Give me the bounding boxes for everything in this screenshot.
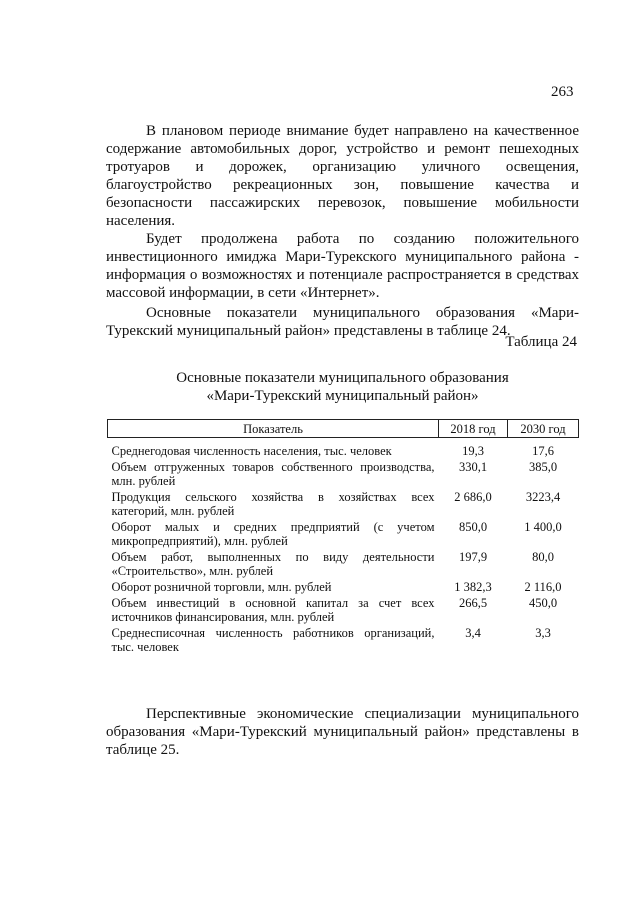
header-2030: 2030 год <box>508 420 579 438</box>
paragraph-transport: В плановом периоде внимание будет направлено на качественное содержание автомобильных дорог, устройство и ремонт пешеходных тротуаров и дорожек, организацию уличного освещения, благоустройство рекреационных зон, повышение качества и безопасности пассажирских перевозок, повышение мобильности населения. <box>106 123 579 229</box>
page-number: 263 <box>551 84 574 100</box>
table-header-row <box>108 420 579 438</box>
row-indicator: Объем работ, выполненных по виду деятельности «Строительство», млн. рублей <box>111 550 435 578</box>
row-indicator: Продукция сельского хозяйства в хозяйствах всех категорий, млн. рублей <box>111 490 435 518</box>
table-row <box>108 438 579 461</box>
table-row <box>108 460 579 490</box>
table-label: Таблица 24 <box>505 334 577 350</box>
row-value-2030: 1 400,0 <box>524 520 562 534</box>
row-indicator: Оборот розничной торговли, млн. рублей <box>111 580 332 594</box>
table-row <box>108 550 579 580</box>
row-value-2018: 19,3 <box>462 444 484 458</box>
header-indicator: Показатель <box>108 420 439 438</box>
row-value-2030: 17,6 <box>532 444 554 458</box>
row-value-2018: 3,4 <box>465 626 481 640</box>
row-value-2018: 330,1 <box>458 460 488 474</box>
row-indicator: Среднесписочная численность работников организаций, тыс. человек <box>111 626 435 654</box>
row-value-2030: 80,0 <box>532 550 554 564</box>
table-title-line-1: Основные показатели муниципального образования <box>176 370 509 386</box>
row-value-2018: 2 686,0 <box>454 490 492 504</box>
row-value-2030: 3,3 <box>535 626 551 640</box>
table-title <box>106 369 579 405</box>
row-indicator: Оборот малых и средних предприятий (с учетом микропредприятий), млн. рублей <box>111 520 435 548</box>
row-value-2030: 3223,4 <box>525 490 561 504</box>
paragraph-table-reference: Основные показатели муниципального образования «Мари-Турекский муниципальный район» представлены в таблице 24. <box>106 305 579 339</box>
table-row <box>108 520 579 550</box>
row-value-2018: 266,5 <box>458 596 488 610</box>
table-row <box>108 596 579 626</box>
row-indicator: Среднегодовая численность населения, тыс. человек <box>111 444 392 458</box>
row-indicator: Объем инвестиций в основной капитал за счет всех источников финансирования, млн. рублей <box>111 596 435 624</box>
row-value-2030: 450,0 <box>528 596 558 610</box>
paragraph-investment-image: Будет продолжена работа по созданию положительного инвестиционного имиджа Мари-Турекского муниципального района - информация о возможностях и потенциале распространяется в средствах массовой информации, в сети «Интернет». <box>106 231 579 301</box>
header-2018: 2018 год <box>439 420 508 438</box>
row-value-2018: 850,0 <box>458 520 488 534</box>
table-row <box>108 580 579 596</box>
indicators-table <box>107 419 579 656</box>
row-value-2030: 2 116,0 <box>524 580 562 594</box>
row-value-2018: 197,9 <box>458 550 488 564</box>
table-title-line-2: «Мари-Турекский муниципальный район» <box>206 388 479 404</box>
table-row <box>108 490 579 520</box>
table-row <box>108 626 579 656</box>
row-value-2018: 1 382,3 <box>454 580 492 594</box>
row-value-2030: 385,0 <box>528 460 558 474</box>
row-indicator: Объем отгруженных товаров собственного производства, млн. рублей <box>111 460 435 488</box>
paragraph-specializations: Перспективные экономические специализации муниципального образования «Мари-Турекский муниципальный район» представлены в таблице 25. <box>106 706 579 758</box>
